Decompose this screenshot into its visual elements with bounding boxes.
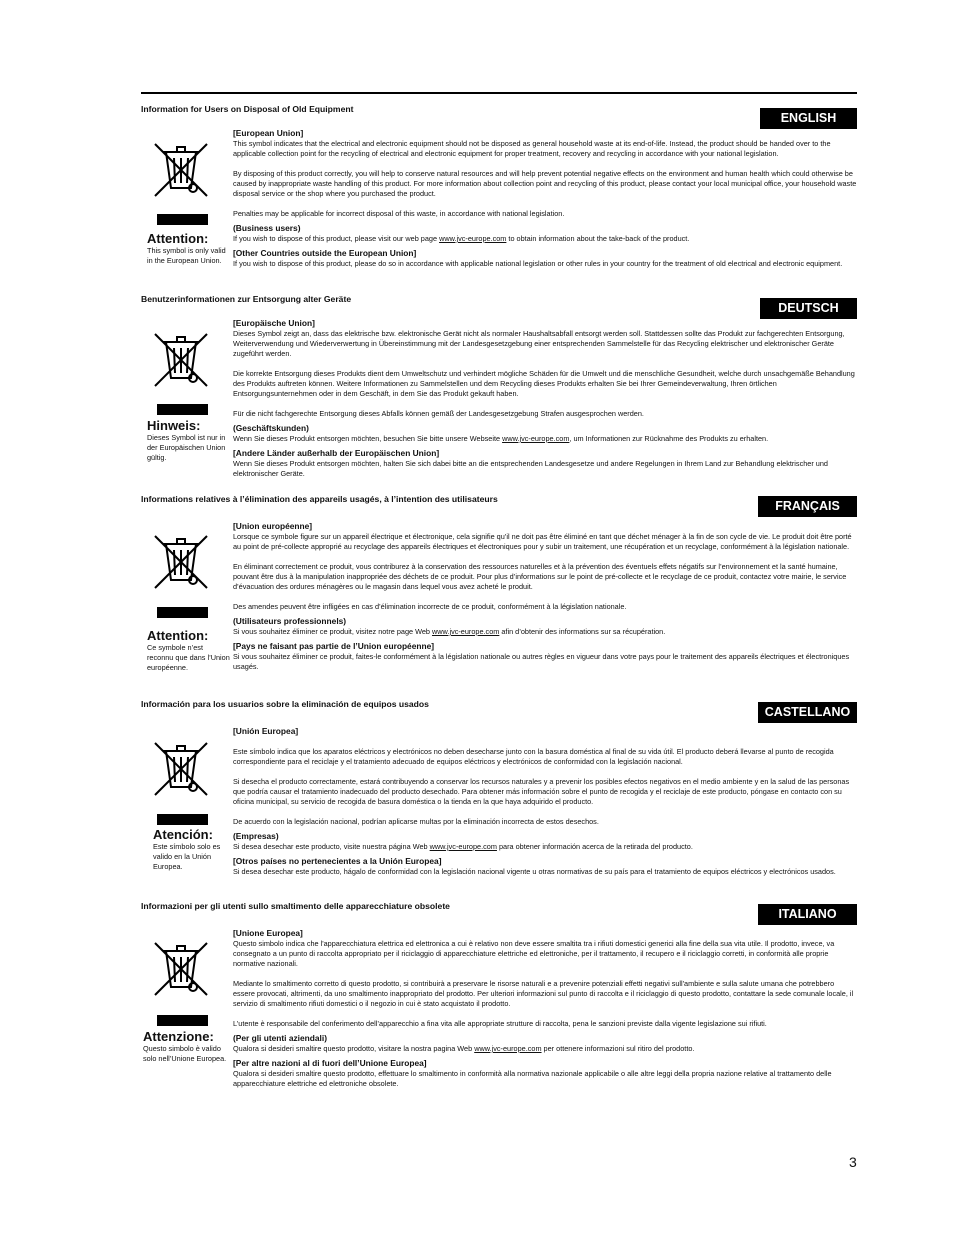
eu-paragraph-2: En éliminant correctement ce produit, vous contriburez à la conservation des ressources naturelles et à la prévention des éventuels effets négatifs sur l’environnement et la santé humaine, pouvant être dus à la manipulation inappropriée des déchets de ce produit. Pour plus d’informations sur le point de pré-collecte et le recyclage de ce produit, contactez votre mairie, le service d’évacuation des ordures ménagères ou le magasin dans lequel vous avez acheté le produit. <box>233 562 847 591</box>
section-english <box>141 104 857 292</box>
attention-note: Questo simbolo è valido solo nell’Unione Europea. <box>143 1044 227 1063</box>
other-countries-text: Wenn Sie dieses Produkt entsorgen möchten, halten Sie sich dabei bitte an die entsprechenden Landesgesetze und andere Regelungen in Ihrem Land zur Behandlung elektrischer und elektronischer Geräte. <box>233 459 828 478</box>
crossed-bin-icon <box>149 937 213 997</box>
eu-paragraph-2: Si desecha el producto correctamente, estará contribuyendo a conservar los recursos naturales y a prevenir los posibles efectos negativos en el medio ambiente y en la salud de las personas que podría causar el tratamiento inadecuado del producto desechado. Para obtener más información sobre el punto de recogida y el reciclaje de este producto, póngase en contacto con su oficina municipal, su servicio de recogida de basura doméstica o la tienda en la que haya adquirido el producto. <box>233 777 850 806</box>
jvc-europe-link[interactable]: www.jvc-europe.com <box>474 1044 542 1053</box>
black-bar <box>157 814 208 825</box>
other-countries-heading: [Per altre nazioni al di fuori dell’Unione Europea] <box>233 1058 427 1068</box>
attention-title: Attention: <box>147 628 209 643</box>
other-countries-text: If you wish to dispose of this product, please do so in accordance with applicable national legislation or other rules in your country for the treatment of old electrical and electronic equipment. <box>233 259 843 268</box>
other-countries-text: Qualora si desideri smaltire questo prodotto, effettuare lo smaltimento in conformità alla normativa nazionale applicabile o alle altre leggi della propria nazione relative al trattamento delle apparecchiature elettriche ed elettroniche obsolete. <box>233 1069 832 1088</box>
attention-note: Dieses Symbol ist nur in der Europäischen Union gültig. <box>147 433 226 462</box>
eu-paragraph-3: Für die nicht fachgerechte Entsorgung dieses Abfalls können gemäß der Landesgesetzgebung Strafen ausgesprochen werden. <box>233 409 644 418</box>
eu-paragraph-1: Este símbolo indica que los aparatos eléctricos y electrónicos no deben desecharse junto con la basura doméstica al final de su vida útil. El producto deberá llevarse al punto de recogida correspondiente para el reciclaje y el tratamiento adecuado de equipos eléctricos y electrónicos de conformidad con la legislación nacional. <box>233 747 834 766</box>
jvc-europe-link[interactable]: www.jvc-europe.com <box>429 842 497 851</box>
business-heading: (Empresas) <box>233 831 279 841</box>
other-countries-heading: [Pays ne faisant pas partie de l’Union européenne] <box>233 641 435 651</box>
jvc-europe-link[interactable]: www.jvc-europe.com <box>432 627 500 636</box>
section-body <box>233 928 857 1089</box>
section-heading: Información para los usuarios sobre la eliminación de equipos usados <box>141 699 429 709</box>
other-countries-heading: [Otros países no pertenecientes a la Unión Europea] <box>233 856 442 866</box>
jvc-europe-link[interactable]: www.jvc-europe.com <box>502 434 570 443</box>
eu-paragraph-3: Des amendes peuvent être infligées en cas d’élimination incorrecte de ce produit, conformément à la législation nationale. <box>233 602 627 611</box>
eu-paragraph-3: L’utente è responsabile del conferimento dell’apparecchio a fina vita alle appropriate strutture di raccolta, pena le sanzioni previste dalla vigente legislazione sui rifiuti. <box>233 1019 767 1028</box>
business-text: Si vous souhaitez éliminer ce produit, visitez notre page Web www.jvc-europe.com afin d’obtenir des informations sur sa récupération. <box>233 627 666 636</box>
section-heading: Information for Users on Disposal of Old Equipment <box>141 104 354 114</box>
black-bar <box>157 214 208 225</box>
business-text: Si desea desechar este producto, visite nuestra página Web www.jvc-europe.com para obtener información acerca de la retirada del producto. <box>233 842 693 851</box>
business-heading: (Geschäftskunden) <box>233 423 309 433</box>
eu-paragraph-1: Questo simbolo indica che l'apparecchiatura elettrica ed elettronica a cui è relativo non deve essere smaltita tra i rifiuti domestici generici alla fine della sua vita utile. Il prodotto, invece, va consegnato a un punto di raccolta appropriato per il riciclaggio di apparecchiature elettriche ed elettroniche, per il trattamento, il recupero e il riciclaggio corretti, in conformità alle proprie normative nazionali. <box>233 939 835 968</box>
section-body <box>233 318 857 479</box>
business-heading: (Utilisateurs professionnels) <box>233 616 347 626</box>
black-bar <box>157 404 208 415</box>
section-heading: Informations relatives à l’élimination des appareils usagés, à l’intention des utilisateurs <box>141 494 498 504</box>
crossed-bin-icon <box>149 737 213 797</box>
section-heading: Informazioni per gli utenti sullo smaltimento delle apparecchiature obsolete <box>141 901 450 911</box>
other-countries-text: Si vous souhaitez éliminer ce produit, faites-le conformément à la législation nationale ou autres règles en vigueur dans votre pays pour le traitement des appareils électriques et électroniques usagés. <box>233 652 850 671</box>
section-body <box>233 128 857 269</box>
other-countries-heading: [Andere Länder außerhalb der Europäischen Union] <box>233 448 440 458</box>
eu-paragraph-3: Penalties may be applicable for incorrect disposal of this waste, in accordance with national legislation. <box>233 209 565 218</box>
section-francais <box>141 494 857 694</box>
language-badge: ENGLISH <box>760 108 857 129</box>
attention-title: Attenzione: <box>143 1029 214 1044</box>
eu-paragraph-1: Dieses Symbol zeigt an, dass das elektrische bzw. elektronische Gerät nicht als normaler Haushaltsabfall entsorgt werden soll. Stattdessen sollte das Produkt zur fachgerechten Entsorgung, Weiterverwendung und Wiederverwertung in Übereinstimmung mit der Landesgesetzgebung einer entsprechenden Sammelstelle für das Recycling elektrischer und elektronischer Geräte zugeführt werden. <box>233 329 845 358</box>
eu-heading: [Unione Europea] <box>233 928 303 938</box>
eu-heading: [Europäische Union] <box>233 318 315 328</box>
language-badge: CASTELLANO <box>758 702 857 723</box>
black-bar <box>157 1015 208 1026</box>
eu-paragraph-2: By disposing of this product correctly, you will help to conserve natural resources and will help prevent potential negative effects on the environment and human health which could otherwise be caused by inappropriate waste handling of this product. For more information about collection point and recycling of this product, please contact your local municipal office, your household waste disposal service or the shop where you purchased the product. <box>233 169 857 198</box>
other-countries-heading: [Other Countries outside the European Union] <box>233 248 417 258</box>
business-text: If you wish to dispose of this product, please visit our web page www.jvc-europe.com to obtain information about the take-back of the product. <box>233 234 690 243</box>
black-bar <box>157 607 208 618</box>
section-heading: Benutzerinformationen zur Entsorgung alter Geräte <box>141 294 352 304</box>
section-body <box>233 521 857 672</box>
attention-title: Attention: <box>147 231 209 246</box>
eu-paragraph-1: This symbol indicates that the electrical and electronic equipment should not be disposed as general household waste at its end-of-life. Instead, the product should be handed over to the applicable collection point for the recycling of electrical and electronic equipment for proper treatment, recovery and recycling in accordance with your national legislation. <box>233 139 831 158</box>
jvc-europe-link[interactable]: www.jvc-europe.com <box>439 234 507 243</box>
language-badge: ITALIANO <box>758 904 857 925</box>
top-rule <box>141 92 857 94</box>
crossed-bin-icon <box>149 138 213 198</box>
section-deutsch <box>141 294 857 484</box>
attention-note: This symbol is only valid in the European Union. <box>147 246 226 265</box>
business-heading: (Per gli utenti aziendali) <box>233 1033 327 1043</box>
business-text: Wenn Sie dieses Produkt entsorgen möchten, besuchen Sie bitte unsere Webseite www.jvc-europe.com, um Informationen zur Rücknahme des Produkts zu erhalten. <box>233 434 769 443</box>
other-countries-text: Si desea desechar este producto, hágalo de conformidad con la legislación nacional vigente u otras normativas de su país para el tratamiento de equipos eléctricos y electrónicos usados. <box>233 867 836 876</box>
attention-title: Atención: <box>153 827 213 842</box>
eu-paragraph-2: Mediante lo smaltimento corretto di questo prodotto, si contribuirà a preservare le risorse naturali e a prevenire potenziali effetti negativi sull'ambiente e sulla salute umana che potrebbero essere provocati, altrimenti, da uno smaltimento inappropriato del prodotto. Per ulteriori informazioni sul punto di raccolta e il riciclaggio di questo prodotto, contattare la sede comunale locale, il servizio di smaltimento rifiuti domestici o il negozio in cui è stato acquistato il prodotto. <box>233 979 854 1008</box>
language-badge: DEUTSCH <box>760 298 857 319</box>
page-number: 3 <box>849 1154 857 1170</box>
attention-title: Hinweis: <box>147 418 201 433</box>
business-heading: (Business users) <box>233 223 301 233</box>
eu-paragraph-2: Die korrekte Entsorgung dieses Produkts dient dem Umweltschutz und verhindert mögliche Schäden für die Umwelt und die menschliche Gesundheit, welche durch unsachgemäße Behandlung des Produkts auftreten können. Weitere Informationen zu Sammelstellen und dem Recycling dieses Produkts erhalten Sie bei Ihrer Gemeindeverwaltung, Ihren örtlichen Entsorgungsunternehmen oder in dem Geschäft, in dem Sie das Produkt gekauft haben. <box>233 369 855 398</box>
section-body <box>233 726 857 877</box>
eu-heading: [European Union] <box>233 128 304 138</box>
attention-note: Este símbolo solo es valido en la Unión Europea. <box>153 842 221 871</box>
eu-heading: [Unión Europea] <box>233 726 299 736</box>
crossed-bin-icon <box>149 328 213 388</box>
language-badge: FRANÇAIS <box>758 496 857 517</box>
business-text: Qualora si desideri smaltire questo prodotto, visitare la nostra pagina Web www.jvc-europe.com per ottenere informazioni sul ritiro del prodotto. <box>233 1044 695 1053</box>
eu-heading: [Union européenne] <box>233 521 313 531</box>
section-italiano <box>141 901 857 1096</box>
eu-paragraph-1: Lorsque ce symbole figure sur un appareil électrique et électronique, cela signifie qu’il ne doit pas être éliminé en tant que déchet ménager à la fin de son cycle de vie. Le produit doit être porté au point de pré-collecte approprié au recyclage des appareils électriques et électroniques pour y subir un traitement, une récupération et un recyclage, conformément à la législation nationale. <box>233 532 852 551</box>
crossed-bin-icon <box>149 530 213 590</box>
eu-paragraph-3: De acuerdo con la legislación nacional, podrían aplicarse multas por la eliminación incorrecta de estos desechos. <box>233 817 599 826</box>
attention-note: Ce symbole n’est reconnu que dans l’Union européenne. <box>147 643 230 672</box>
section-castellano <box>141 699 857 894</box>
